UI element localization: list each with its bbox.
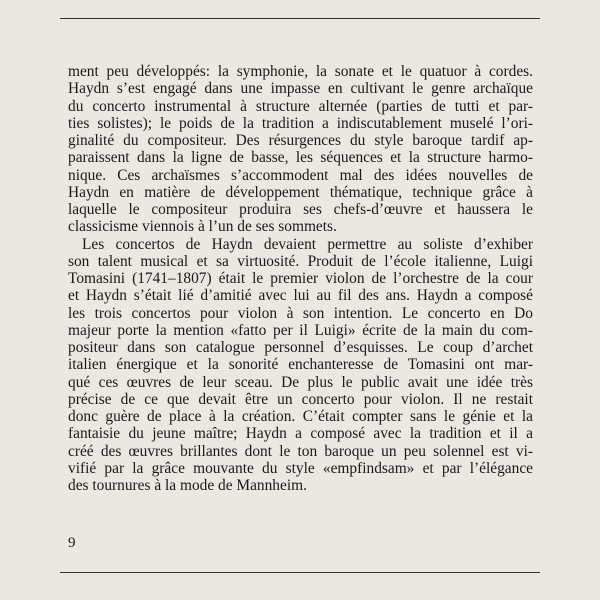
text-line: ties solistes); le poids de la tradition a indiscutablement muselé l’ori-: [68, 114, 533, 132]
text-line: les trois concertos pour violon à son intention. Le concerto en Do: [68, 304, 533, 322]
text-line: laquelle le compositeur produira ses chefs-d’œuvre et haussera le: [68, 201, 533, 218]
paragraph: [68, 236, 533, 495]
paragraph: [68, 63, 533, 236]
text-line: et Haydn s’était lié d’amitié avec lui au fil des ans. Haydn a composé: [68, 287, 533, 305]
text-line: son talent musical et sa virtuosité. Produit de l’école italienne, Luigi: [68, 252, 533, 270]
text-line: Les concertos de Haydn devaient permettre au soliste d’exhiber: [82, 235, 533, 253]
text-line: Haydn en matière de développement thématique, technique grâce à: [68, 183, 533, 201]
text-line: positeur dans son catalogue personnel d’esquisses. Le coup d’archet: [68, 339, 533, 356]
text-line: classicisme viennois à l’un de ses sommets.: [68, 218, 337, 236]
text-line: ment peu développés: la symphonie, la sonate et le quatuor à cordes.: [68, 63, 533, 80]
text-line: ginalité du compositeur. Des résurgences du style baroque tardif ap-: [68, 132, 533, 149]
text-line: du concerto instrumental à structure alternée (parties de tutti et par-: [68, 97, 533, 115]
page-number: 9: [68, 535, 76, 551]
text-line: vifié par la grâce mouvante du style «empfindsam» et par l’élégance: [68, 459, 533, 477]
text-line: précise de ce que devait être un concerto pour violon. Il ne restait: [68, 390, 533, 408]
text-line: qué ces œuvres de leur sceau. De plus le public avait une idée très: [68, 373, 533, 391]
top-rule: [60, 18, 540, 19]
text-line: italien énergique et la sonorité enchanteresse de Tomasini ont mar-: [68, 356, 533, 374]
text-line: Tomasini (1741–1807) était le premier violon de l’orchestre de la cour: [68, 270, 533, 287]
text-line: nique. Ces archaïsmes s’accommodent mal des idées nouvelles de: [68, 166, 533, 184]
text-line: fantaisie du jeune maître; Haydn a composé avec la tradition et il a: [68, 425, 533, 443]
bottom-rule: [60, 572, 540, 573]
text-line: majeur porte la mention «fatto per il Luigi» écrite de la main du com-: [68, 321, 533, 339]
text-line: paraissent dans la ligne de basse, les séquences et la structure harmo-: [68, 149, 533, 167]
text-line: créé des œuvres brillantes dont le ton baroque un peu solennel est vi-: [68, 442, 533, 460]
text-line: donc guère de place à la création. C’était compter sans le génie et la: [68, 408, 533, 425]
text-line: Haydn s’est engagé dans une impasse en cultivant le genre archaïque: [68, 80, 533, 98]
body-text: [68, 63, 533, 494]
text-line: des tournures à la mode de Mannheim.: [68, 477, 307, 494]
